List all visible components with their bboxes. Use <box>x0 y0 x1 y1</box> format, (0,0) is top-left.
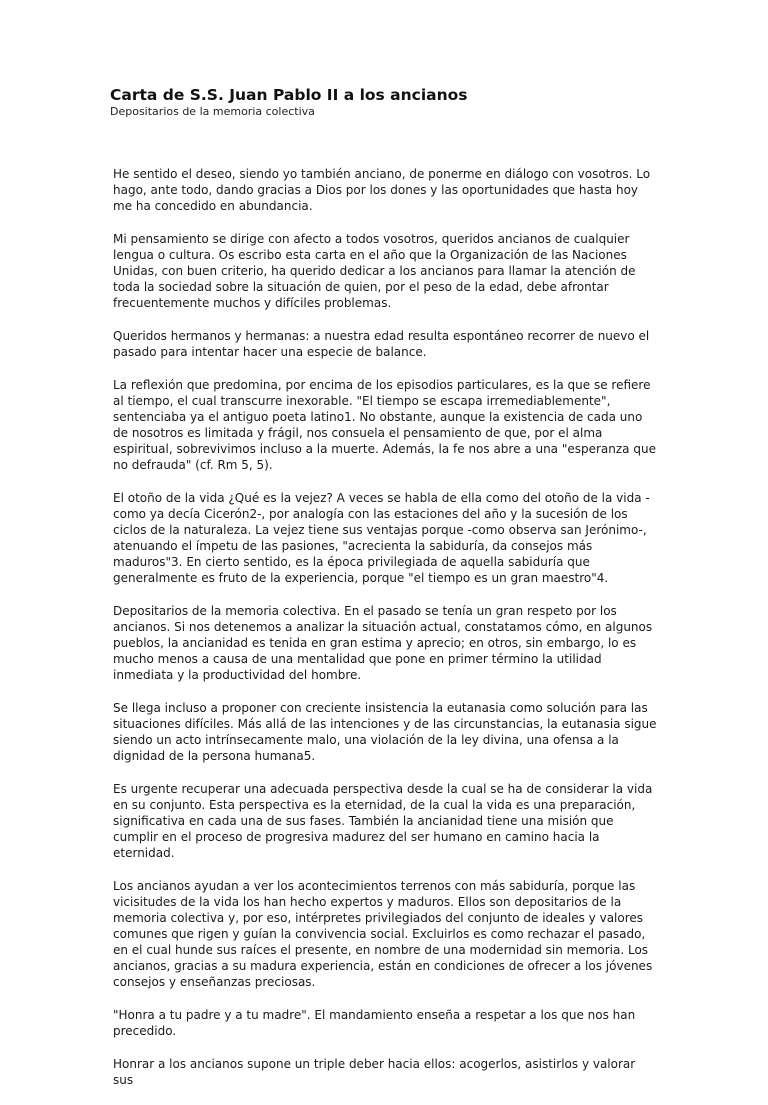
paragraph: El otoño de la vida ¿Qué es la vejez? A veces se habla de ella como del otoño de la vida -como ya decía Cicerón2-, por analogía con las estaciones del año y la sucesión de los ciclos de la naturaleza. La vejez tiene sus ventajas porque -como observa san Jerónimo-, atenuando el ímpetu de las pasiones, "acrecienta la sabiduría, da consejos más maduros"3. En cierto sentido, es la época privilegiada de aquella sabiduría que generalmente es fruto de la experiencia, porque "el tiempo es un gran maestro"4. <box>113 491 650 585</box>
paragraph: Mi pensamiento se dirige con afecto a todos vosotros, queridos ancianos de cualquier lengua o cultura. Os escribo esta carta en el año que la Organización de las Naciones Unidas, con buen criterio, ha querido dedicar a los ancianos para llamar la atención de toda la sociedad sobre la situación de quien, por el peso de la edad, debe afrontar frecuentemente muchos y difíciles problemas. <box>113 232 636 310</box>
paragraph: Los ancianos ayudan a ver los acontecimientos terrenos con más sabiduría, porque las vicisitudes de la vida los han hecho expertos y maduros. Ellos son depositarios de la memoria colectiva y, por eso, intérpretes privilegiados del conjunto de ideales y valores comunes que rigen y guían la convivencia social. Excluirlos es como rechazar el pasado, en el cual hunde sus raíces el presente, en nombre de una modernidad sin memoria. Los ancianos, gracias a su madura experiencia, están en condiciones de ofrecer a los jóvenes consejos y enseñanzas preciosas. <box>113 879 653 989</box>
paragraph: Depositarios de la memoria colectiva. En el pasado se tenía un gran respeto por los ancianos. Si nos detenemos a analizar la situación actual, constatamos cómo, en algunos pueblos, la ancianidad es tenida en gran estima y aprecio; en otros, sin embargo, lo es mucho menos a causa de una mentalidad que pone en primer término la utilidad inmediata y la productividad del hombre. <box>113 604 653 682</box>
paragraph: Se llega incluso a proponer con creciente insistencia la eutanasia como solución para las situaciones difíciles. Más allá de las intenciones y de las circunstancias, la eutanasia sigue siendo un acto intrínsecamente malo, una violación de la ley divina, una ofensa a la dignidad de la persona humana5. <box>113 701 657 763</box>
paragraph: Honrar a los ancianos supone un triple deber hacia ellos: acogerlos, asistirlos y valorar sus <box>113 1057 636 1087</box>
page-title: Carta de S.S. Juan Pablo II a los ancianos <box>110 86 468 104</box>
paragraph: La reflexión que predomina, por encima de los episodios particulares, es la que se refiere al tiempo, el cual transcurre inexorable. "El tiempo se escapa irremediablemente", sentenciaba ya el antiguo poeta latino1. No obstante, aunque la existencia de cada uno de nosotros es limitada y frágil, nos consuela el pensamiento de que, por el alma espiritual, sobrevivimos incluso a la muerte. Además, la fe nos abre a una "esperanza que no defrauda" (cf. Rm 5, 5). <box>113 378 656 472</box>
paragraph: He sentido el deseo, siendo yo también anciano, de ponerme en diálogo con vosotros. Lo hago, ante todo, dando gracias a Dios por los dones y las oportunidades que hasta hoy me ha concedido en abundancia. <box>113 167 651 213</box>
page-subtitle: Depositarios de la memoria colectiva <box>110 105 315 118</box>
paragraph: Es urgente recuperar una adecuada perspectiva desde la cual se ha de considerar la vida en su conjunto. Esta perspectiva es la eternidad, de la cual la vida es una preparación, significativa en cada una de sus fases. También la ancianidad tiene una misión que cumplir en el proceso de progresiva madurez del ser humano en camino hacia la eternidad. <box>113 782 653 860</box>
paragraph: "Honra a tu padre y a tu madre". El mandamiento enseña a respetar a los que nos han precedido. <box>113 1008 636 1038</box>
paragraph: Queridos hermanos y hermanas: a nuestra edad resulta espontáneo recorrer de nuevo el pasado para intentar hacer una especie de balance. <box>113 329 650 359</box>
letter-body <box>113 166 657 1105</box>
